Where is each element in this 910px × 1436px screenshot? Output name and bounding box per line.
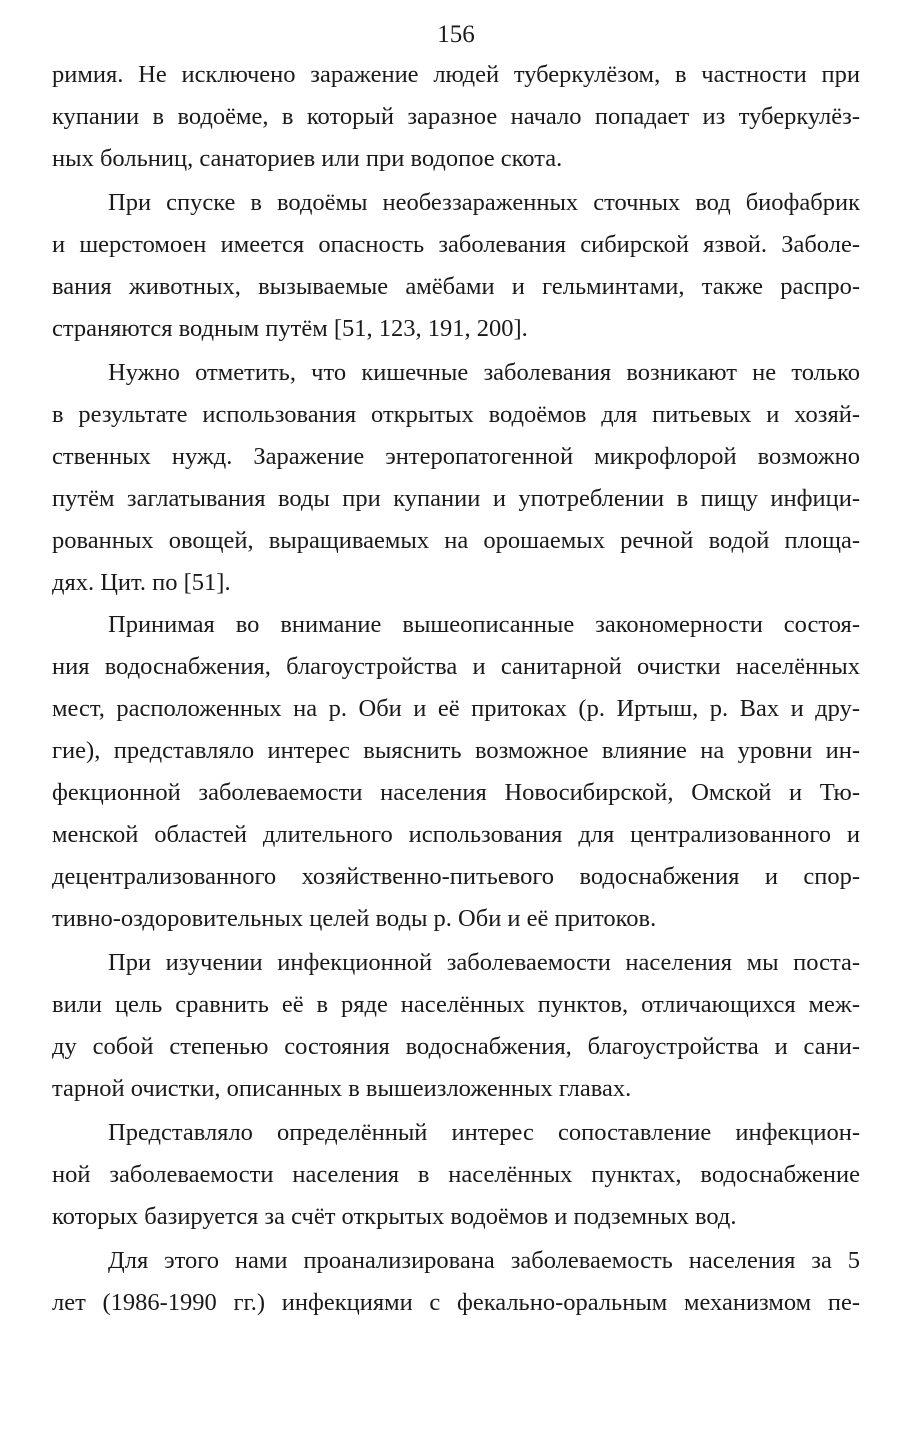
text-line: гие), представляло интерес выяснить возможное влияние на уровни ин- (52, 737, 860, 764)
text-line: Принимая во внимание вышеописанные закономерности состоя- (108, 611, 860, 638)
text-line: дях. Цит. по [51]. (52, 569, 231, 596)
text-line: тарной очистки, описанных в вышеизложенных главах. (52, 1075, 632, 1102)
page-number: 156 (437, 21, 475, 48)
text-line: которых базируется за счёт открытых водоёмов и подземных вод. (52, 1203, 737, 1230)
text-line: путём заглатывания воды при купании и употреблении в пищу инфици- (52, 485, 860, 512)
text-line: тивно-оздоровительных целей воды р. Оби и её притоков. (52, 905, 657, 932)
text-line: римия. Не исключено заражение людей туберкулёзом, в частности при (52, 61, 860, 88)
text-line: ственных нужд. Заражение энтеропатогенной микрофлорой возможно (52, 443, 860, 470)
text-line: децентрализованного хозяйственно-питьевого водоснабжения и спор- (52, 863, 860, 890)
text-line: вили цель сравнить её в ряде населённых пунктов, отличающихся меж- (52, 991, 860, 1018)
text-line: При спуске в водоёмы необеззараженных сточных вод биофабрик (108, 189, 860, 216)
text-line: лет (1986-1990 гг.) инфекциями с фекально-оральным механизмом пе- (52, 1289, 860, 1316)
text-line: рованных овощей, выращиваемых на орошаемых речной водой площа- (52, 527, 860, 554)
text-line: ных больниц, санаториев или при водопое скота. (52, 145, 563, 172)
text-line: фекционной заболеваемости населения Новосибирской, Омской и Тю- (52, 779, 860, 806)
text-line: купании в водоёме, в который заразное начало попадает из туберкулёз- (52, 103, 860, 130)
text-line: вания животных, вызываемые амёбами и гельминтами, также распро- (52, 273, 860, 300)
text-line: страняются водным путём [51, 123, 191, 200]. (52, 315, 528, 342)
text-line: ду собой степенью состояния водоснабжения, благоустройства и сани- (52, 1033, 860, 1060)
text-line: мест, расположенных на р. Оби и её притоках (р. Иртыш, р. Вах и дру- (52, 695, 860, 722)
text-line: и шерстомоен имеется опасность заболевания сибирской язвой. Заболе- (52, 231, 860, 258)
text-line: в результате использования открытых водоёмов для питьевых и хозяй- (52, 401, 860, 428)
text-line: Для этого нами проанализирована заболеваемость населения за 5 (108, 1247, 860, 1274)
text-line: Нужно отметить, что кишечные заболевания возникают не только (108, 359, 860, 386)
text-line: ния водоснабжения, благоустройства и санитарной очистки населённых (52, 653, 860, 680)
text-line: Представляло определённый интерес сопоставление инфекцион- (108, 1119, 860, 1146)
text-line: При изучении инфекционной заболеваемости населения мы поста- (108, 949, 860, 976)
text-line: ной заболеваемости населения в населённых пунктах, водоснабжение (52, 1161, 860, 1188)
text-line: менской областей длительного использования для централизованного и (52, 821, 860, 848)
